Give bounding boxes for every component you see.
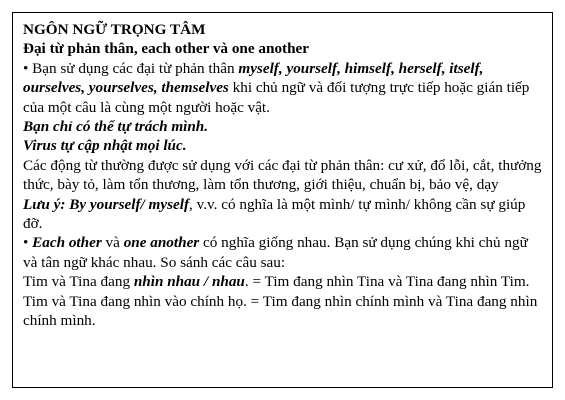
each-other-connector: và [101,234,124,252]
comparison-1-start: Tim và Tina đang [23,273,134,291]
note-text: , v.v. có nghĩa là một mình/ tự mình/ không cần sự giúp đỡ. [23,195,526,233]
grammar-focus-box [12,12,553,388]
common-verbs-paragraph: Các động từ thường được sử dụng với các đại từ phản thân: cư xử, đổ lỗi, cắt, thưởng thức, bày tỏ, làm tổn thương, làm tổn thương, giới thiệu, chuẩn bị, bảo vệ, dạy [23,156,542,194]
note-paragraph [23,195,542,234]
reflexive-bullet-text: • Bạn sử dụng các đại từ phản thân [23,59,239,77]
reflexive-pronoun-list: myself, yourself, himself, herself, itself, ourselves, yourselves, themselves [23,59,484,97]
section-title: NGÔN NGỮ TRỌNG TÂM [23,21,206,38]
comparison-sentence-1 [23,272,542,291]
each-other-explanation: có nghĩa giống nhau. Bạn sử dụng chúng khi chủ ngữ và tân ngữ khác nhau. So sánh các câu sau: [23,234,528,271]
each-other-bullet: • [23,234,33,252]
each-other-paragraph [23,233,542,272]
one-another-term: one another [123,234,200,252]
reflexive-pronoun-paragraph [23,59,542,117]
example-sentence-2: Virus tự cập nhật mọi lúc. [23,137,187,155]
comparison-sentence-2: Tim và Tina đang nhìn vào chính họ. = Tim đang nhìn chính mình và Tina đang nhìn chính mình. [23,292,538,330]
reflexive-explanation: khi chủ ngữ và đối tượng trực tiếp hoặc gián tiếp của một câu là cùng một người hoặc vật. [23,79,530,116]
section-subtitle: Đại từ phản thân, each other và one another [23,40,310,58]
note-label: Lưu ý: By yourself/ myself [23,195,190,213]
example-sentence-1: Bạn chỉ có thể tự trách mình. [23,118,209,136]
comparison-1-emphasis: nhìn nhau / nhau [133,273,245,291]
each-other-term: Each other [32,234,102,252]
comparison-1-rest: . = Tim đang nhìn Tina và Tina đang nhìn Tim. [244,273,530,291]
